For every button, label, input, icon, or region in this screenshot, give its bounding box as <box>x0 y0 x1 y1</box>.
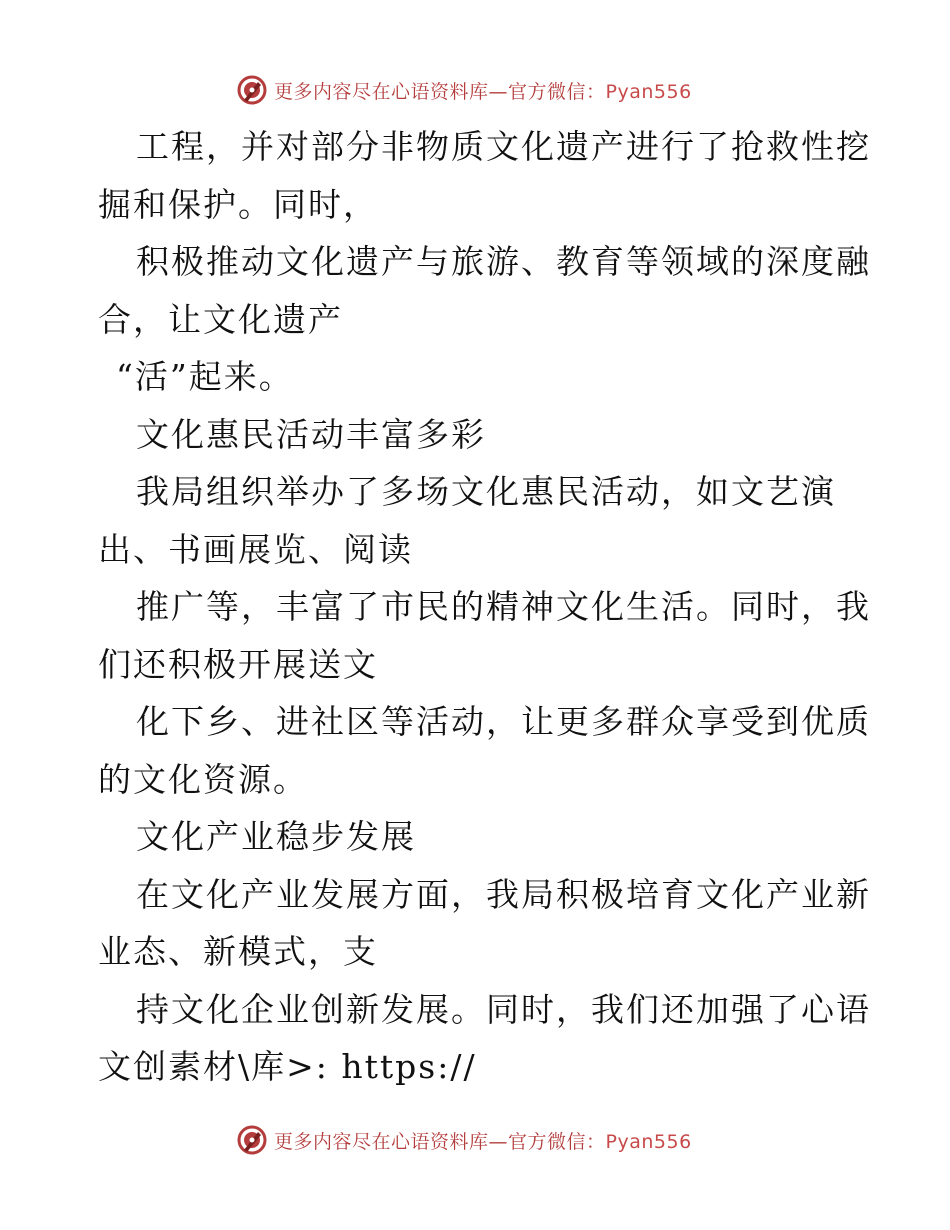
header-wechat-account: Pyan556 <box>605 80 692 103</box>
header-banner-text <box>274 77 692 104</box>
body-line: “活”起来。 <box>116 357 294 396</box>
body-line: 们还积极开展送文 <box>98 644 378 684</box>
body-line: 积极推动文化遗产与旅游、教育等领域的深度融 <box>136 242 871 281</box>
body-line: 我局组织举办了多场文化惠民活动，如文艺演 <box>136 472 836 511</box>
section-heading: 文化产业稳步发展 <box>136 817 416 856</box>
pen-nib-logo-icon <box>236 1124 268 1156</box>
body-line: 推广等，丰富了市民的精神文化生活。同时，我 <box>136 587 871 626</box>
body-line: 化下乡、进社区等活动，让更多群众享受到优质 <box>136 702 871 741</box>
body-line: 工程，并对部分非物质文化遗产进行了抢救性挖 <box>136 127 871 166</box>
pen-nib-logo-icon <box>236 74 268 106</box>
footer-wechat-account: Pyan556 <box>605 1130 692 1153</box>
footer-banner-text <box>274 1127 692 1154</box>
footer-site-text: 更多内容尽在心语资料库 <box>274 1130 489 1153</box>
body-line: 在文化产业发展方面，我局积极培育文化产业新 <box>136 874 871 914</box>
body-line: 文创素材\库>: https:// <box>98 1047 477 1086</box>
body-line: 的文化资源。 <box>98 759 308 799</box>
body-line: 出、书画展览、阅读 <box>98 529 413 569</box>
body-line: 掘和保护。同时， <box>98 184 378 224</box>
header-banner <box>236 72 716 108</box>
body-line: 业态、新模式，支 <box>98 932 378 971</box>
header-site-text: 更多内容尽在心语资料库 <box>274 80 489 103</box>
document-body <box>98 118 871 1096</box>
header-separator: — <box>488 80 509 103</box>
footer-wechat-label: 官方微信： <box>508 1130 606 1153</box>
header-wechat-label: 官方微信： <box>508 80 606 103</box>
body-line: 合，让文化遗产 <box>98 299 343 339</box>
footer-banner <box>236 1122 716 1158</box>
body-line: 持文化企业创新发展。同时，我们还加强了心语 <box>136 989 871 1029</box>
footer-separator: — <box>488 1130 509 1153</box>
section-heading: 文化惠民活动丰富多彩 <box>136 414 486 454</box>
